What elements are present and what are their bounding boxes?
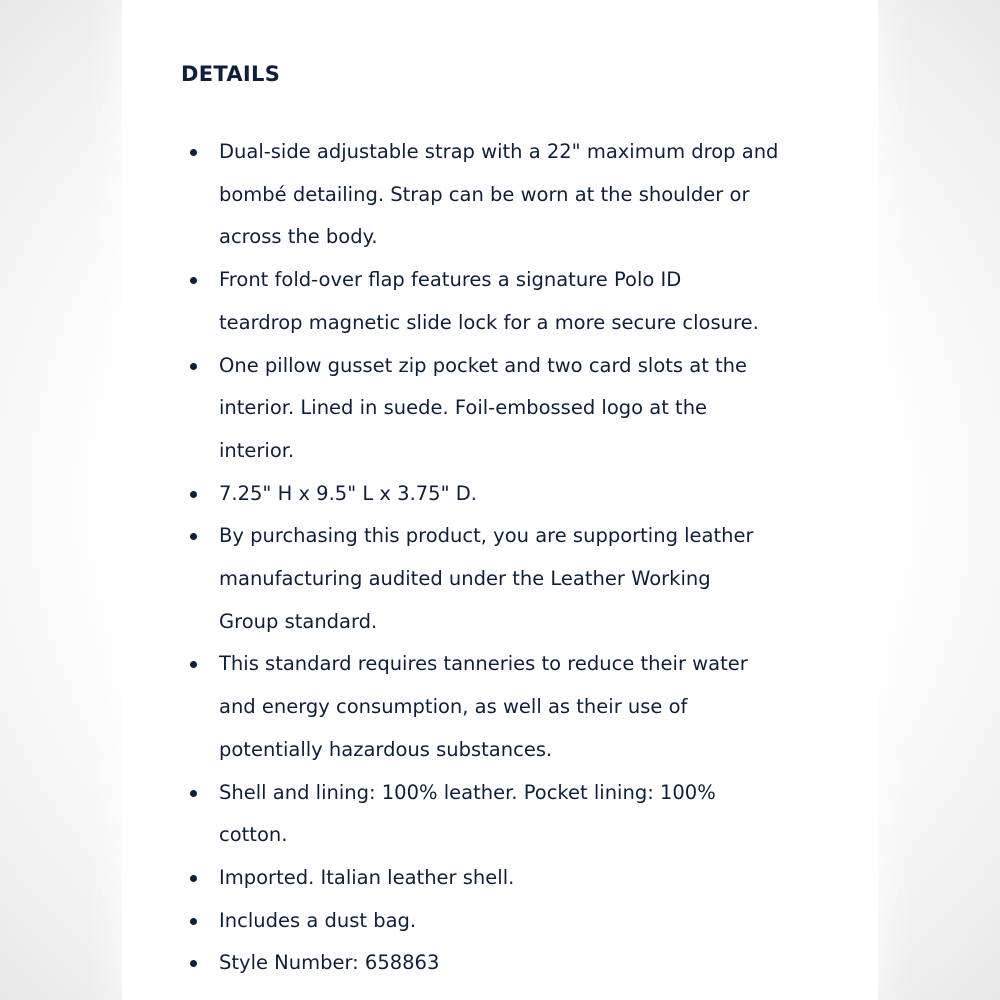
- bullet-icon: [190, 363, 197, 370]
- details-list-item: [219, 942, 834, 985]
- details-list-item: [219, 900, 834, 943]
- details-item-text: Group standard.: [219, 609, 378, 633]
- details-list-item: [219, 259, 834, 344]
- details-item-text: Imported. Italian leather shell.: [219, 865, 515, 889]
- bullet-icon: [190, 790, 197, 797]
- bullet-icon: [190, 149, 197, 156]
- bullet-icon: [190, 875, 197, 882]
- details-list: [219, 131, 834, 985]
- bullet-icon: [190, 661, 197, 668]
- details-item-text: cotton.: [219, 823, 288, 847]
- details-item-text: Shell and lining: 100% leather. Pocket lining: 100%: [219, 780, 716, 804]
- details-item-text: interior.: [219, 438, 295, 462]
- details-item-text: Dual-side adjustable strap with a 22" maximum drop and: [219, 140, 779, 163]
- details-item-text: Includes a dust bag.: [219, 908, 417, 932]
- details-item-text: 7.25" H x 9.5" L x 3.75" D.: [219, 481, 477, 505]
- bullet-icon: [190, 533, 197, 540]
- details-list-item: [219, 345, 834, 473]
- details-item-text: bombé detailing. Strap can be worn at the shoulder or: [219, 182, 750, 206]
- details-item-text: Style Number: 658863: [219, 951, 440, 975]
- details-list-item: [219, 473, 834, 516]
- details-list-item: [219, 643, 834, 771]
- details-item-text: manufacturing audited under the Leather Working: [219, 567, 711, 591]
- details-heading: DETAILS: [181, 62, 281, 86]
- bullet-icon: [190, 918, 197, 925]
- details-list-item: [219, 515, 834, 643]
- details-item-text: By purchasing this product, you are supporting leather: [219, 524, 754, 548]
- details-item-text: Front fold-over flap features a signature Polo ID: [219, 268, 682, 292]
- bullet-icon: [190, 960, 197, 967]
- details-item-text: and energy consumption, as well as their use of: [219, 695, 688, 719]
- bullet-icon: [190, 491, 197, 498]
- details-list-item: [219, 857, 834, 900]
- bullet-icon: [190, 277, 197, 284]
- details-list-item: [219, 772, 834, 857]
- details-item-text: interior. Lined in suede. Foil-embossed logo at the: [219, 396, 708, 420]
- details-list-item: [219, 131, 834, 259]
- product-details-panel: [122, 0, 878, 1000]
- details-item-text: across the body.: [219, 225, 378, 249]
- details-item-text: This standard requires tanneries to reduce their water: [219, 652, 748, 676]
- details-item-text: One pillow gusset zip pocket and two card slots at the: [219, 353, 748, 377]
- details-item-text: potentially hazardous substances.: [219, 737, 553, 761]
- details-item-text: teardrop magnetic slide lock for a more secure closure.: [219, 310, 759, 334]
